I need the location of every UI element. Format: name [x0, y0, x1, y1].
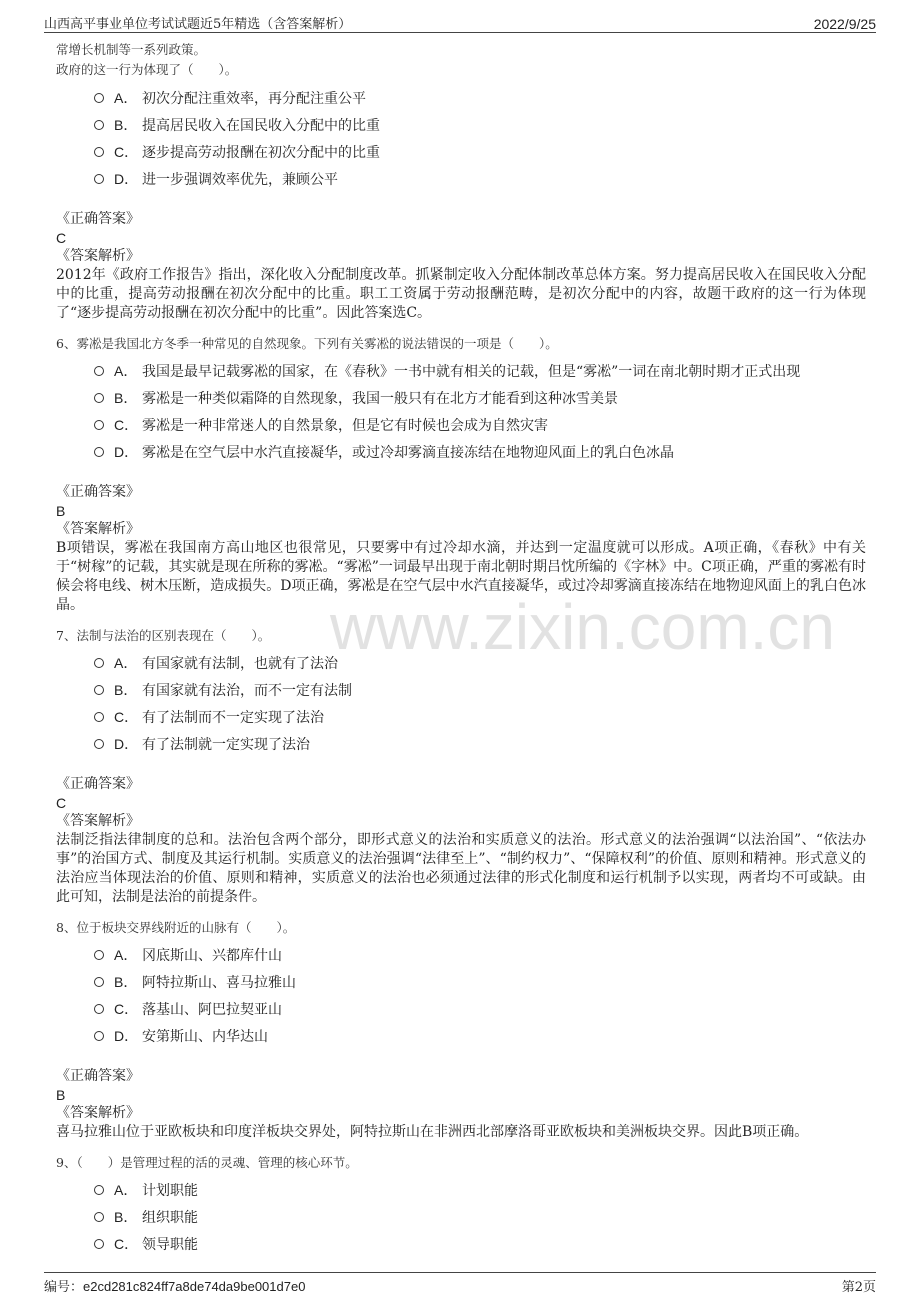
radio-icon[interactable]	[94, 685, 104, 695]
radio-icon[interactable]	[94, 950, 104, 960]
answer-value: B	[56, 503, 66, 519]
radio-icon[interactable]	[94, 658, 104, 668]
radio-icon[interactable]	[94, 393, 104, 403]
radio-icon[interactable]	[94, 120, 104, 130]
question-9-options	[94, 1176, 866, 1257]
option-b[interactable]: B． 有国家就有法治，而不一定有法制	[94, 676, 866, 703]
question-8	[56, 919, 866, 1142]
document-code: 编号：e2cd281c824ff7a8de74da9be001d7e0	[44, 1279, 306, 1294]
option-c[interactable]: C． 逐步提高劳动报酬在初次分配中的比重	[94, 138, 866, 165]
radio-icon[interactable]	[94, 93, 104, 103]
answer-value: C	[56, 230, 67, 246]
radio-icon[interactable]	[94, 366, 104, 376]
page-footer	[44, 1272, 876, 1295]
question-9-stem: 9、（ ）是管理过程的活的灵魂、管理的核心环节。	[56, 1155, 358, 1170]
page-content	[56, 40, 866, 1257]
answer-label: 《正确答案》	[56, 484, 140, 500]
answer-block	[56, 1067, 866, 1142]
question-7	[56, 627, 866, 907]
option-a[interactable]: A． 我国是最早记载雾凇的国家，在《春秋》一书中就有相关的记载，但是“雾凇”一词在南北朝时期才正式出现	[94, 357, 866, 384]
answer-label: 《正确答案》	[56, 1068, 140, 1084]
analysis-text: 2012年《政府工作报告》指出，深化收入分配制度改革。抓紧制定收入分配体制改革总体方案。努力提高居民收入在国民收入分配中的比重，提高劳动报酬在初次分配中的比重。职工工资属于劳动报酬范畴，是初次分配中的内容，故题干政府的这一行为体现了“逐步提高劳动报酬在初次分配中的比重”。因此答案选C。	[56, 267, 866, 321]
option-c[interactable]: C． 雾凇是一种非常迷人的自然景象，但是它有时候也会成为自然灾害	[94, 411, 866, 438]
radio-icon[interactable]	[94, 977, 104, 987]
analysis-text: B项错误，雾凇在我国南方高山地区也很常见，只要雾中有过冷却水滴，并达到一定温度就可以形成。A项正确，《春秋》中有关于“树稼”的记载，其实就是现在所称的雾凇。“雾凇”一词最早出现于南北朝时期吕忱所编的《字林》中。C项正确，严重的雾凇有时候会将电线、树木压断，造成损失。D项正确，雾凇是在空气层中水汽直接凝华，或过冷却雾滴直接冻结在地物迎风面上的乳白色冰晶。	[56, 540, 866, 613]
question-5-options	[94, 84, 866, 192]
option-c[interactable]: C． 有了法制而不一定实现了法治	[94, 703, 866, 730]
question-9	[56, 1154, 866, 1257]
option-d[interactable]: D． 雾凇是在空气层中水汽直接凝华，或过冷却雾滴直接冻结在地物迎风面上的乳白色冰晶	[94, 438, 866, 465]
option-b[interactable]: B． 雾凇是一种类似霜降的自然现象，我国一般只有在北方才能看到这种冰雪美景	[94, 384, 866, 411]
option-a[interactable]: A． 有国家就有法制，也就有了法治	[94, 649, 866, 676]
document-title: 山西高平事业单位考试试题近5年精选（含答案解析）	[44, 17, 352, 32]
radio-icon[interactable]	[94, 1239, 104, 1249]
page-header	[44, 10, 876, 33]
answer-label: 《正确答案》	[56, 776, 140, 792]
option-b[interactable]: B． 组织职能	[94, 1203, 866, 1230]
radio-icon[interactable]	[94, 1031, 104, 1041]
answer-label: 《正确答案》	[56, 211, 140, 227]
analysis-label: 《答案解析》	[56, 813, 140, 829]
question-8-options	[94, 941, 866, 1049]
analysis-label: 《答案解析》	[56, 248, 140, 264]
analysis-label: 《答案解析》	[56, 521, 140, 537]
question-5-intro: 常增长机制等一系列政策。	[56, 42, 207, 57]
watermark: www.zixin.com.cn	[330, 591, 835, 663]
answer-value: C	[56, 795, 67, 811]
answer-value: B	[56, 1087, 66, 1103]
option-d[interactable]: D． 有了法制就一定实现了法治	[94, 730, 866, 757]
option-c[interactable]: C． 领导职能	[94, 1230, 866, 1257]
radio-icon[interactable]	[94, 447, 104, 457]
radio-icon[interactable]	[94, 420, 104, 430]
radio-icon[interactable]	[94, 147, 104, 157]
radio-icon[interactable]	[94, 1004, 104, 1014]
option-a[interactable]: A． 初次分配注重效率，再分配注重公平	[94, 84, 866, 111]
answer-block	[56, 775, 866, 907]
answer-block	[56, 210, 866, 323]
option-d[interactable]: D． 安第斯山、内华达山	[94, 1022, 866, 1049]
page-number: 第2页	[841, 1280, 876, 1295]
answer-block	[56, 483, 866, 615]
question-8-stem: 8、位于板块交界线附近的山脉有（ ）。	[56, 920, 296, 935]
analysis-text: 法制泛指法律制度的总和。法治包含两个部分，即形式意义的法治和实质意义的法治。形式意义的法治强调“以法治国”、“依法办事”的治国方式、制度及其运行机制。实质意义的法治强调“法律至上”、“制约权力”、“保障权利”的价值、原则和精神。形式意义的法治应当体现法治的价值、原则和精神，实质意义的法治也必须通过法律的形式化制度和运行机制予以实现，两者均不可或缺。由此可知，法制是法治的前提条件。	[56, 832, 866, 905]
question-5-stem: 政府的这一行为体现了（ ）。	[56, 62, 238, 77]
question-7-options	[94, 649, 866, 757]
option-b[interactable]: B． 阿特拉斯山、喜马拉雅山	[94, 968, 866, 995]
question-7-stem: 7、法制与法治的区别表现在（ ）。	[56, 628, 271, 643]
question-6-options	[94, 357, 866, 465]
radio-icon[interactable]	[94, 1185, 104, 1195]
question-5	[56, 40, 866, 323]
header-date: 2022/9/25	[813, 16, 876, 32]
option-c[interactable]: C． 落基山、阿巴拉契亚山	[94, 995, 866, 1022]
analysis-text: 喜马拉雅山位于亚欧板块和印度洋板块交界处，阿特拉斯山在非洲西北部摩洛哥亚欧板块和美洲板块交界。因此B项正确。	[56, 1124, 809, 1140]
question-6	[56, 335, 866, 615]
analysis-label: 《答案解析》	[56, 1105, 140, 1121]
option-a[interactable]: A． 冈底斯山、兴都库什山	[94, 941, 866, 968]
radio-icon[interactable]	[94, 174, 104, 184]
radio-icon[interactable]	[94, 739, 104, 749]
option-b[interactable]: B． 提高居民收入在国民收入分配中的比重	[94, 111, 866, 138]
question-6-stem: 6、雾凇是我国北方冬季一种常见的自然现象。下列有关雾凇的说法错误的一项是（ ）。	[56, 336, 558, 351]
radio-icon[interactable]	[94, 1212, 104, 1222]
option-d[interactable]: D． 进一步强调效率优先，兼顾公平	[94, 165, 866, 192]
radio-icon[interactable]	[94, 712, 104, 722]
option-a[interactable]: A． 计划职能	[94, 1176, 866, 1203]
